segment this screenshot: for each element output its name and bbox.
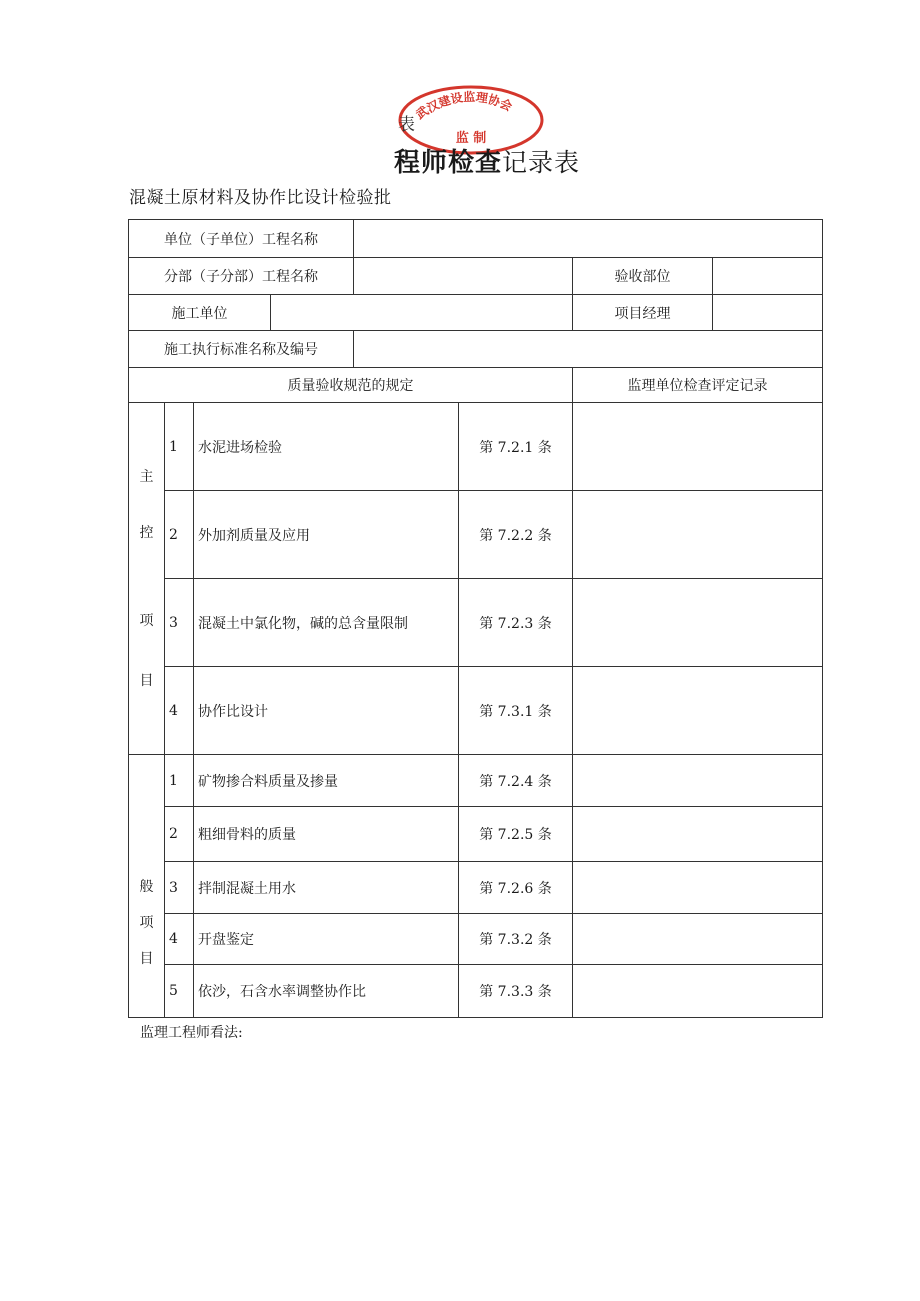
row-column-headers <box>129 368 823 403</box>
construction-unit-label: 施工单位 <box>129 295 271 331</box>
item-number: 1 <box>165 755 194 807</box>
item-number: 2 <box>165 807 194 862</box>
row-unit-project <box>129 220 823 258</box>
accept-part-label: 验收部位 <box>573 258 713 295</box>
item-name: 水泥进场检验 <box>194 403 459 491</box>
item-name: 协作比设计 <box>194 667 459 755</box>
engineer-opinion-label: 监理工程师看法: <box>140 1025 243 1041</box>
item-name: 拌制混凝土用水 <box>194 862 459 914</box>
sub-project-value[interactable] <box>354 258 573 295</box>
general-group-label: 般 项 目 <box>129 755 165 1018</box>
item-record[interactable] <box>573 579 823 667</box>
table-row <box>129 491 823 579</box>
item-name: 粗细骨料的质量 <box>194 807 459 862</box>
standard-label: 施工执行标准名称及编号 <box>129 331 354 368</box>
item-record[interactable] <box>573 965 823 1018</box>
item-clause: 第 7.3.1 条 <box>459 667 573 755</box>
title-suffix-text: 记录表 <box>502 148 581 177</box>
item-clause: 第 7.2.4 条 <box>459 755 573 807</box>
table-row <box>129 862 823 914</box>
item-record[interactable] <box>573 667 823 755</box>
table-row <box>129 579 823 667</box>
item-name: 混凝土中氯化物，碱的总含量限制 <box>194 579 459 667</box>
table-row <box>129 807 823 862</box>
seal-arc-text: 武汉建设监理协会 <box>413 89 515 122</box>
item-record[interactable] <box>573 862 823 914</box>
item-clause: 第 7.2.1 条 <box>459 403 573 491</box>
item-clause: 第 7.2.6 条 <box>459 862 573 914</box>
table-row <box>129 914 823 965</box>
item-number: 5 <box>165 965 194 1018</box>
item-number: 1 <box>165 403 194 491</box>
item-name: 矿物掺合料质量及掺量 <box>194 755 459 807</box>
item-record[interactable] <box>573 807 823 862</box>
item-number: 2 <box>165 491 194 579</box>
item-clause: 第 7.2.3 条 <box>459 579 573 667</box>
row-construction-unit <box>129 295 823 331</box>
unit-project-value[interactable] <box>354 220 823 258</box>
table-row <box>129 755 823 807</box>
sub-project-label: 分部（子分部）工程名称 <box>129 258 354 295</box>
item-record[interactable] <box>573 491 823 579</box>
standard-value[interactable] <box>354 331 823 368</box>
row-sub-project <box>129 258 823 295</box>
item-record[interactable] <box>573 755 823 807</box>
item-name: 外加剂质量及应用 <box>194 491 459 579</box>
item-record[interactable] <box>573 914 823 965</box>
page-subtitle: 混凝土原材料及协作比设计检验批 <box>129 188 392 208</box>
table-row <box>129 965 823 1018</box>
title-main-text: 程师检查 <box>394 148 503 178</box>
item-name: 开盘鉴定 <box>194 914 459 965</box>
item-number: 3 <box>165 579 194 667</box>
table-row <box>129 667 823 755</box>
project-manager-value[interactable] <box>713 295 823 331</box>
item-record[interactable] <box>573 403 823 491</box>
accept-part-value[interactable] <box>713 258 823 295</box>
item-clause: 第 7.2.2 条 <box>459 491 573 579</box>
item-number: 4 <box>165 667 194 755</box>
spec-column-header: 质量验收规范的规定 <box>129 368 573 403</box>
row-standard <box>129 331 823 368</box>
item-number: 3 <box>165 862 194 914</box>
main-control-group-label: 主 控 项 目 <box>129 403 165 755</box>
item-clause: 第 7.3.2 条 <box>459 914 573 965</box>
inspection-record-table <box>128 219 823 1018</box>
item-clause: 第 7.2.5 条 <box>459 807 573 862</box>
seal-center-text: 监 制 <box>455 131 487 146</box>
page-title <box>394 142 580 179</box>
table-row <box>129 403 823 491</box>
item-clause: 第 7.3.3 条 <box>459 965 573 1018</box>
unit-project-label: 单位（子单位）工程名称 <box>129 220 354 258</box>
record-column-header: 监理单位检查评定记录 <box>573 368 823 403</box>
project-manager-label: 项目经理 <box>573 295 713 331</box>
item-name: 依沙，石含水率调整协作比 <box>194 965 459 1018</box>
item-number: 4 <box>165 914 194 965</box>
construction-unit-value[interactable] <box>271 295 573 331</box>
title-prefix-char: 表 <box>398 115 415 135</box>
